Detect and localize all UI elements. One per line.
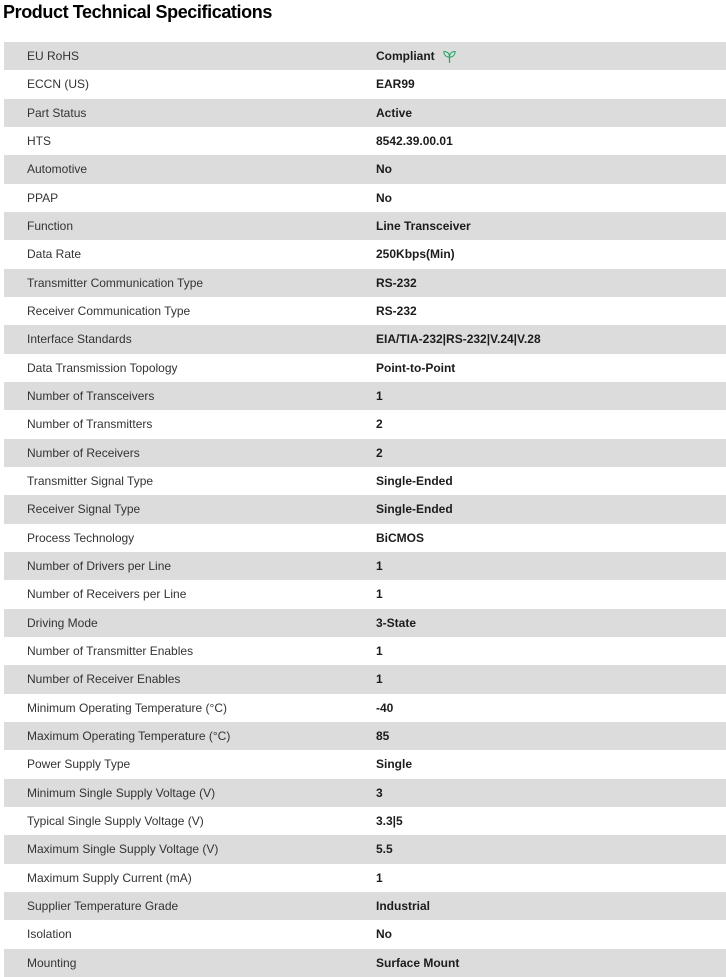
spec-value: Single: [376, 757, 413, 772]
spec-value: Single-Ended: [376, 474, 453, 489]
spec-row: [4, 439, 726, 467]
spec-value: Industrial: [376, 899, 431, 913]
spec-value: BiCMOS: [376, 530, 424, 545]
spec-label: Number of Receivers per Line: [27, 587, 187, 602]
spec-value: 1: [376, 672, 383, 687]
spec-label: Minimum Operating Temperature (°C): [27, 700, 227, 715]
spec-row: [4, 920, 726, 948]
spec-row: [4, 42, 726, 70]
spec-row: [4, 665, 726, 693]
spec-row: [4, 212, 726, 240]
spec-row: [4, 722, 726, 750]
spec-label: Number of Receiver Enables: [27, 672, 181, 687]
spec-row: [4, 297, 726, 325]
spec-value: Active: [376, 105, 413, 120]
spec-row: [4, 835, 726, 863]
spec-label: Receiver Communication Type: [27, 304, 191, 319]
spec-label: Function: [27, 219, 74, 234]
spec-table: [4, 42, 726, 977]
spec-label: Automotive: [27, 162, 88, 177]
spec-value: 1: [376, 587, 383, 602]
spec-row: [4, 99, 726, 127]
spec-value: 8542.39.00.01: [376, 134, 453, 149]
spec-label: Transmitter Communication Type: [27, 275, 204, 290]
spec-row: [4, 637, 726, 665]
spec-row: [4, 580, 726, 608]
spec-value: RS-232: [376, 304, 417, 319]
spec-row: [4, 269, 726, 297]
spec-row: [4, 155, 726, 183]
spec-value: Line Transceiver: [376, 219, 471, 234]
spec-row: [4, 354, 726, 382]
spec-label: EU RoHS: [27, 49, 80, 64]
leaf-icon: [442, 49, 457, 64]
page-title: Product Technical Specifications: [3, 2, 272, 22]
spec-label: Typical Single Supply Voltage (V): [27, 814, 204, 829]
spec-row: [4, 864, 726, 892]
spec-row: [4, 410, 726, 438]
spec-value: 2: [376, 417, 383, 432]
spec-value: 1: [376, 389, 383, 404]
spec-label: Number of Receivers: [27, 445, 140, 460]
spec-label: Data Rate: [27, 247, 82, 262]
spec-label: HTS: [27, 134, 51, 149]
spec-value: 3: [376, 785, 383, 800]
spec-label: Mounting: [27, 955, 77, 970]
spec-row: [4, 325, 726, 353]
spec-label: Number of Drivers per Line: [27, 559, 172, 574]
spec-value: 85: [376, 729, 390, 744]
spec-row: [4, 779, 726, 807]
spec-label: Process Technology: [27, 530, 135, 545]
spec-label: Part Status: [27, 105, 87, 120]
spec-value: 250Kbps(Min): [376, 247, 455, 262]
spec-label: Interface Standards: [27, 332, 132, 347]
spec-value: Point-to-Point: [376, 360, 456, 375]
spec-label: Transmitter Signal Type: [27, 474, 154, 489]
spec-row: [4, 807, 726, 835]
spec-value: 5.5: [376, 842, 393, 857]
spec-label: Maximum Single Supply Voltage (V): [27, 842, 219, 857]
spec-row: [4, 70, 726, 98]
spec-row: [4, 240, 726, 268]
spec-label: Receiver Signal Type: [27, 502, 141, 517]
spec-value: No: [376, 162, 392, 177]
spec-label: Driving Mode: [27, 615, 98, 630]
spec-row: [4, 524, 726, 552]
spec-row: [4, 949, 726, 977]
spec-row: [4, 184, 726, 212]
spec-row: [4, 750, 726, 778]
spec-value: No: [376, 927, 392, 942]
spec-label: Supplier Temperature Grade: [27, 899, 179, 913]
spec-label: Maximum Supply Current (mA): [27, 870, 192, 885]
spec-row: [4, 495, 726, 523]
spec-value: Compliant: [376, 49, 726, 64]
spec-value: EAR99: [376, 77, 415, 92]
spec-value: No: [376, 190, 392, 205]
spec-value: RS-232: [376, 275, 417, 290]
spec-value: 3.3|5: [376, 814, 403, 829]
spec-label: Number of Transceivers: [27, 389, 155, 404]
spec-value: Single-Ended: [376, 502, 453, 517]
spec-label: Maximum Operating Temperature (°C): [27, 729, 231, 744]
spec-value: 1: [376, 559, 383, 574]
spec-label: Isolation: [27, 927, 72, 942]
spec-row: [4, 467, 726, 495]
spec-value: EIA/TIA-232|RS-232|V.24|V.28: [376, 332, 541, 347]
spec-row: [4, 382, 726, 410]
spec-label: ECCN (US): [27, 77, 89, 92]
spec-row: [4, 127, 726, 155]
spec-value: 1: [376, 644, 383, 659]
spec-value: 1: [376, 870, 383, 885]
spec-row: [4, 694, 726, 722]
spec-value: -40: [376, 700, 394, 715]
spec-label: Minimum Single Supply Voltage (V): [27, 785, 216, 800]
spec-label: Number of Transmitters: [27, 417, 153, 432]
spec-label: Number of Transmitter Enables: [27, 644, 194, 659]
spec-label: PPAP: [27, 190, 59, 205]
spec-row: [4, 892, 726, 920]
spec-label: Data Transmission Topology: [27, 360, 178, 375]
spec-value: 3-State: [376, 615, 417, 630]
spec-label: Power Supply Type: [27, 757, 131, 772]
spec-row: [4, 552, 726, 580]
spec-value: 2: [376, 445, 383, 460]
spec-value: Surface Mount: [376, 955, 460, 970]
spec-row: [4, 609, 726, 637]
